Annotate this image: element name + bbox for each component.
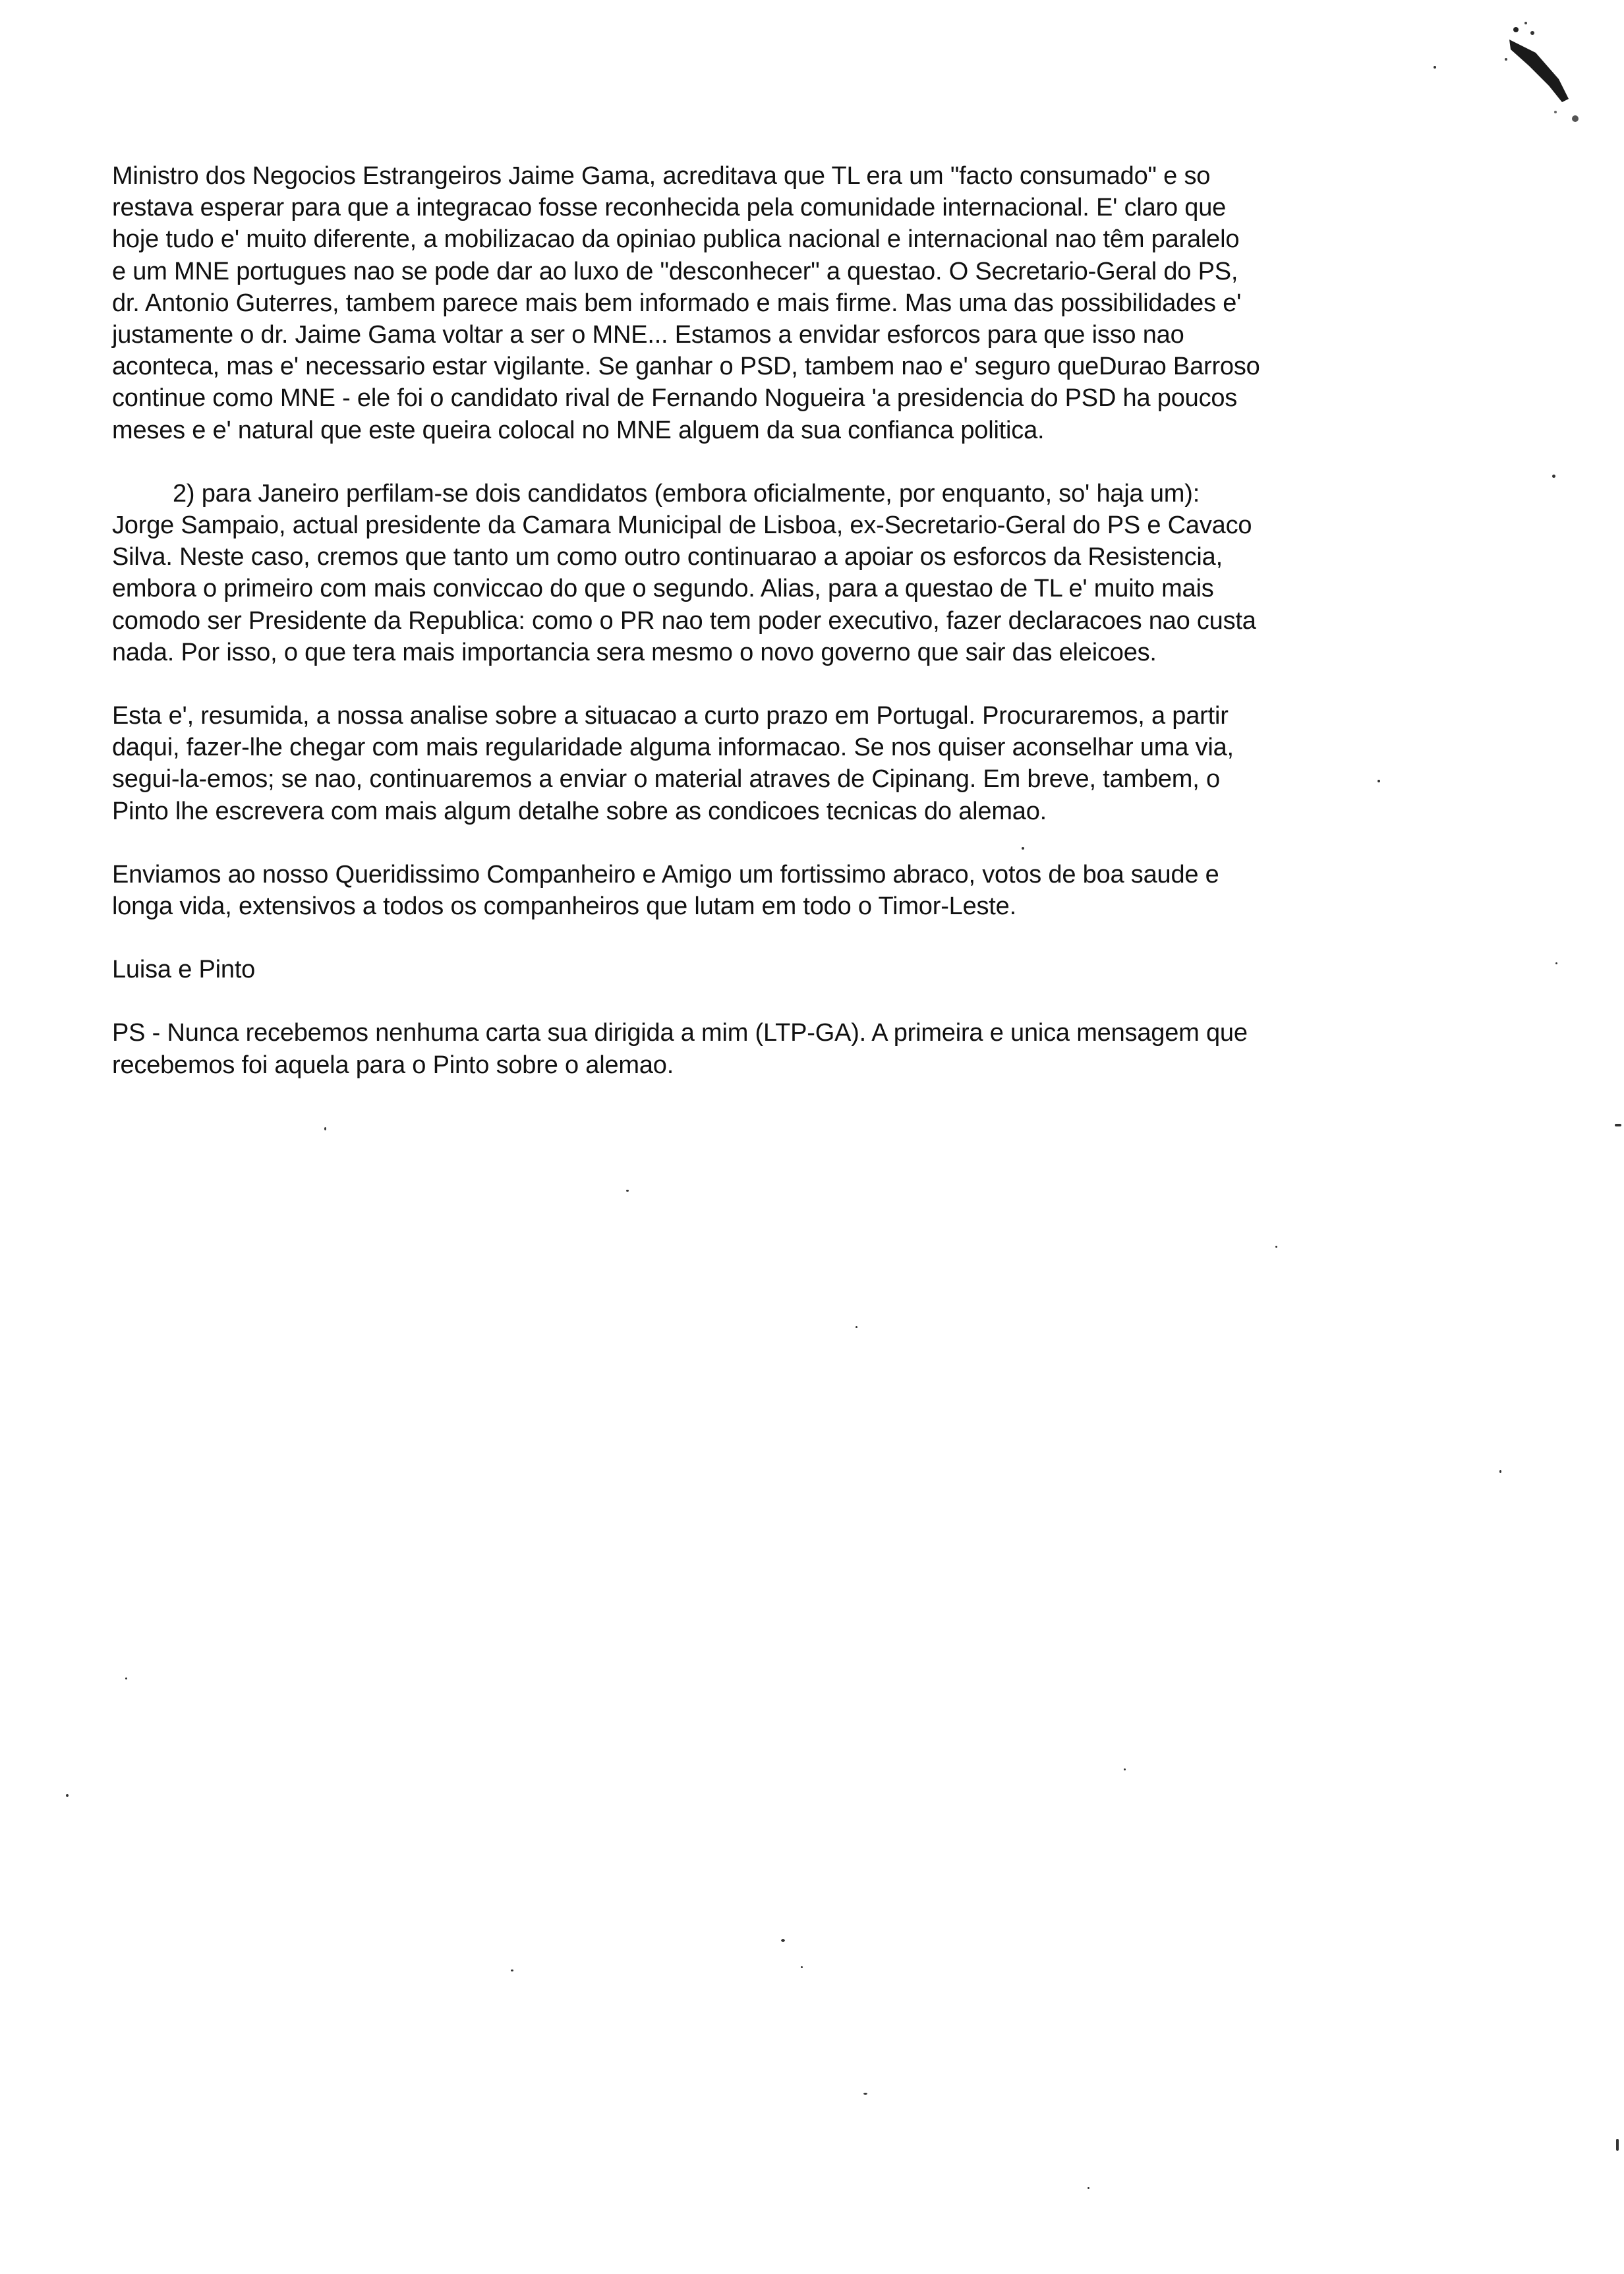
scan-speck xyxy=(856,1326,857,1328)
scan-speck xyxy=(324,1127,326,1130)
signature-line: Luisa e Pinto xyxy=(112,956,256,984)
scan-speck xyxy=(1616,2139,1619,2151)
paragraph-presidential-candidates: 2) para Janeiro perfilam-se dois candidatos (embora oficialmente, por enquanto, so' haja um): Jorge Sampaio, actual presidente da Camara Municipal de Lisboa, ex-Secretario-Geral do PS e Cavaco Silva. Neste caso, cremos que tanto um como outro continuarao a apoiar os esforcos da Resistencia, embora o primeiro com mais conviccao do que o segundo. Alias, para a questao de TL e' muito mais comodo ser Presidente da Republica: como o PR nao tem poder executivo, fazer declaracoes nao custa nada. Por isso, o que tera mais importancia sera mesmo o novo governo que sair das eleicoes. xyxy=(112,479,1256,666)
scan-speck xyxy=(1434,66,1436,69)
scan-speck xyxy=(863,2093,867,2095)
scan-speck xyxy=(66,1794,69,1797)
scan-speck xyxy=(125,1677,127,1679)
scan-artifact-mark xyxy=(1496,13,1588,132)
scan-speck xyxy=(781,1939,785,1942)
scan-speck xyxy=(1555,962,1557,964)
scan-speck xyxy=(626,1190,629,1192)
scan-speck xyxy=(1552,475,1555,478)
paragraph-closing-greeting: Enviamos ao nosso Queridissimo Companheiro e Amigo um fortissimo abraco, votos de boa saude e longa vida, extensivos a todos os companheiros que lutam em todo o Timor-Leste. xyxy=(112,860,1219,921)
scan-speck xyxy=(1124,1768,1126,1770)
scan-speck xyxy=(801,1966,803,1968)
scan-speck xyxy=(1275,1246,1277,1248)
scan-speck xyxy=(1499,1470,1501,1473)
paragraph-summary: Esta e', resumida, a nossa analise sobre a situacao a curto prazo em Portugal. Procuraremos, a partir daqui, fazer-lhe chegar com mais regularidade alguma informacao. Se nos quiser aconselhar uma via, segui-la-emos; se nao, continuaremos a enviar o material atraves de Cipinang. Em breve, tambem, o Pinto lhe escrevera com mais algum detalhe sobre as condicoes tecnicas do alemao. xyxy=(112,702,1234,825)
scan-speck xyxy=(1088,2187,1089,2189)
paragraph-postscript: PS - Nunca recebemos nenhuma carta sua dirigida a mim (LTP-GA). A primeira e unica mensagem que recebemos foi aquela para o Pinto sobre o alemao. xyxy=(112,1019,1248,1079)
scan-speck xyxy=(1615,1124,1621,1126)
paragraph-mne-analysis: Ministro dos Negocios Estrangeiros Jaime Gama, acreditava que TL era um "facto consumado" e so restava esperar para que a integracao fosse reconhecida pela comunidade internacional. E' claro que hoje tudo e' muito diferente, a mobilizacao da opiniao publica nacional e internacional nao têm paralelo e um MNE portugues nao se pode dar ao luxo de "desconhecer" a questao. O Secretario-Geral do PS, dr. Antonio Guterres, tambem parece mais bem informado e mais firme. Mas uma das possibilidades e' justamente o dr. Jaime Gama voltar a ser o MNE... Estamos a envidar esforcos para que isso nao aconteca, mas e' necessario estar vigilante. Se ganhar o PSD, tambem nao e' seguro queDurao Barroso continue como MNE - ele foi o candidato rival de Fernando Nogueira 'a presidencia do PSD ha poucos meses e e' natural que este queira colocal no MNE alguem da sua confianca politica. xyxy=(112,162,1260,444)
letter-body xyxy=(112,160,1430,1113)
scan-speck xyxy=(511,1969,513,1971)
